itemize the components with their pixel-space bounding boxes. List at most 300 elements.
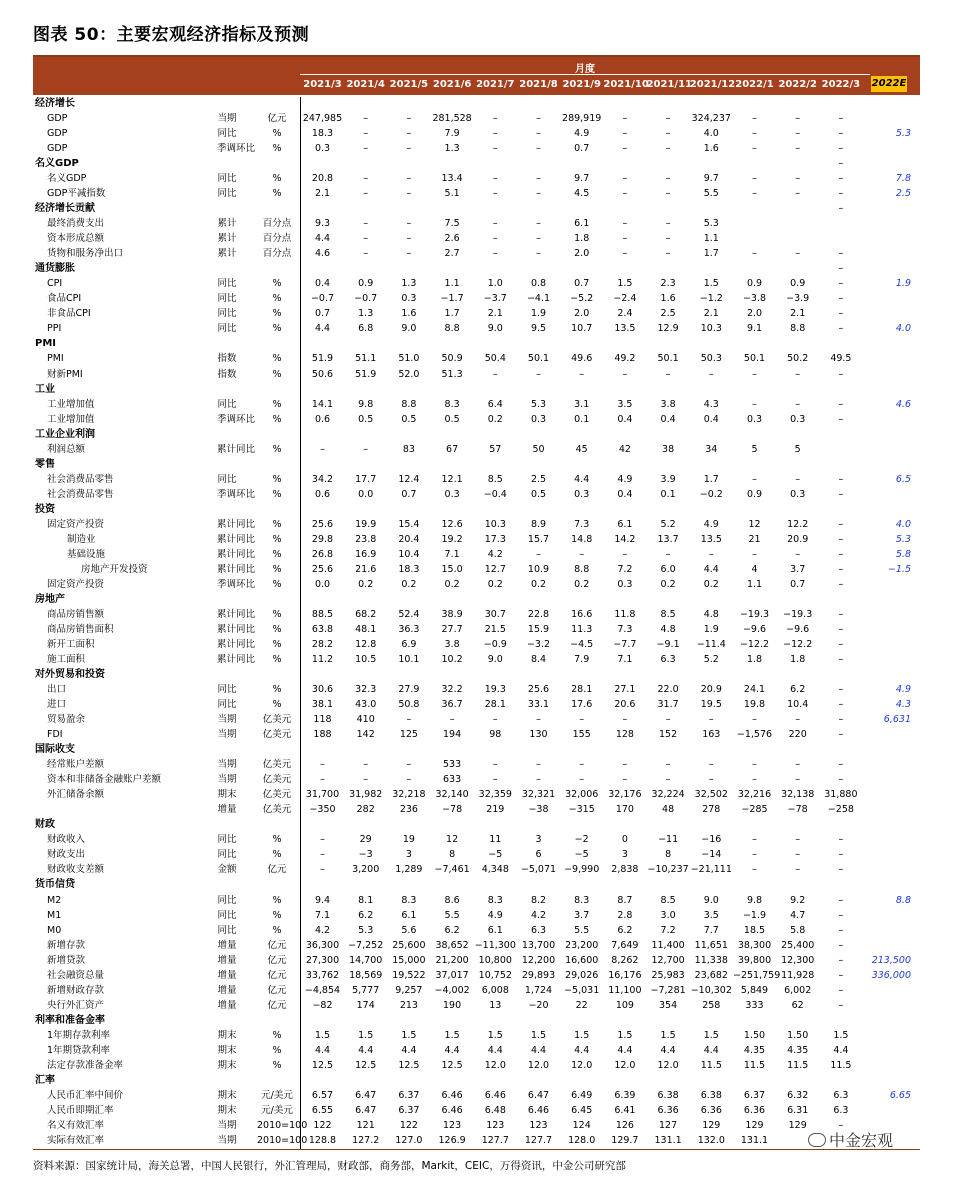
- measure-cell: 当期: [217, 774, 237, 786]
- indicator-name: 固定资产投资: [47, 578, 105, 590]
- value-cell: –: [665, 368, 671, 380]
- estimate-cell: 4.0: [895, 518, 911, 530]
- value-cell: 121: [356, 1119, 375, 1131]
- value-cell: −3.2: [526, 639, 551, 651]
- value-cell: –: [320, 849, 325, 861]
- table-row: [33, 773, 920, 787]
- value-cell: −12.2: [739, 639, 770, 651]
- unit-cell: 百分点: [262, 218, 292, 230]
- value-cell: –: [536, 759, 541, 771]
- value-cell: 22.0: [657, 684, 679, 696]
- value-cell: –: [795, 834, 801, 846]
- value-cell: −21,111: [690, 864, 732, 876]
- value-cell: 11.3: [571, 624, 593, 635]
- value-cell: –: [838, 729, 844, 741]
- value-cell: 6.8: [358, 323, 374, 335]
- measure-cell: 季调环比: [217, 488, 256, 500]
- value-cell: 3: [405, 849, 412, 861]
- value-cell: 1.1: [444, 278, 460, 290]
- value-cell: –: [536, 548, 541, 560]
- value-cell: 98: [489, 729, 502, 741]
- indicator-name: 新增财政存款: [47, 984, 105, 996]
- value-cell: –: [665, 759, 671, 771]
- value-cell: –: [838, 759, 844, 771]
- value-cell: –: [752, 774, 757, 786]
- value-cell: 63.8: [311, 624, 334, 635]
- estimate-cell: 5.8: [895, 548, 911, 560]
- period-header: 2022/2: [778, 79, 817, 90]
- section-label: 零售: [35, 458, 55, 470]
- value-cell: 1.6: [660, 293, 676, 305]
- table-row: [33, 803, 920, 817]
- value-cell: 213: [399, 999, 418, 1011]
- value-cell: −3.7: [483, 293, 507, 305]
- measure-cell: 季调环比: [217, 578, 256, 590]
- measure-cell: 同比: [217, 924, 237, 936]
- value-cell: –: [536, 188, 541, 200]
- value-cell: 7.5: [444, 218, 460, 230]
- unit-cell: 亿元: [267, 864, 287, 876]
- value-cell: 19.2: [441, 533, 463, 545]
- value-cell: 15,000: [392, 954, 426, 966]
- value-cell: 5,777: [352, 984, 380, 996]
- value-cell: 0.4: [314, 278, 331, 290]
- measure-cell: 累计同比: [217, 624, 256, 635]
- value-cell: 128.8: [308, 1134, 337, 1146]
- value-cell: 33,762: [305, 969, 340, 981]
- unit-cell: %: [272, 849, 282, 861]
- table-row: [33, 292, 920, 306]
- value-cell: 12.7: [484, 563, 506, 575]
- value-cell: –: [838, 263, 844, 275]
- value-cell: –: [363, 173, 369, 185]
- table-row: [33, 984, 920, 998]
- value-cell: –: [795, 143, 801, 155]
- value-cell: –: [363, 233, 369, 245]
- unit-cell: %: [272, 443, 282, 455]
- value-cell: 48.1: [355, 624, 377, 635]
- value-cell: −12.2: [783, 639, 813, 651]
- period-header: 2022/3: [821, 79, 861, 90]
- unit-cell: %: [272, 398, 282, 410]
- value-cell: 4.4: [314, 1044, 331, 1056]
- value-cell: –: [492, 714, 498, 726]
- value-cell: −19.3: [783, 608, 813, 620]
- value-cell: 0.4: [617, 488, 633, 500]
- unit-cell: 亿元: [267, 984, 287, 996]
- value-cell: 8: [449, 849, 456, 861]
- table-row: [33, 518, 920, 532]
- value-cell: 0.2: [358, 578, 374, 590]
- value-cell: 633: [443, 774, 462, 786]
- indicator-name: PMI: [47, 353, 64, 365]
- estimate-cell: 4.6: [895, 398, 911, 410]
- value-cell: 88.5: [311, 608, 334, 620]
- value-cell: 5.2: [703, 654, 719, 666]
- indicator-name: 财政收支差额: [47, 864, 105, 876]
- value-cell: 10.1: [398, 654, 420, 666]
- value-cell: 0.1: [574, 413, 590, 425]
- value-cell: 8.5: [660, 608, 676, 620]
- value-cell: 7.2: [660, 924, 676, 936]
- value-cell: 2.1: [487, 308, 503, 320]
- table-row: [33, 999, 920, 1013]
- value-cell: 21,200: [435, 954, 469, 966]
- value-cell: 4.3: [703, 398, 719, 410]
- value-cell: 49.5: [830, 353, 852, 365]
- macro-table: [33, 55, 920, 1150]
- value-cell: 23.8: [355, 533, 377, 545]
- value-cell: −258: [827, 804, 854, 816]
- unit-cell: %: [272, 473, 282, 485]
- value-cell: 17.6: [571, 699, 593, 711]
- value-cell: 11.2: [311, 654, 334, 666]
- value-cell: 12.5: [398, 1059, 420, 1071]
- indicator-name: 货物和服务净出口: [47, 248, 124, 260]
- indicator-name: 新开工面积: [47, 639, 95, 651]
- section-header: [33, 157, 920, 171]
- value-cell: –: [536, 233, 541, 245]
- value-cell: 6.2: [444, 924, 460, 936]
- value-cell: 4.4: [401, 1044, 417, 1056]
- value-cell: 10,800: [478, 954, 512, 966]
- table-row: [33, 939, 920, 953]
- value-cell: –: [406, 233, 412, 245]
- table-row: [33, 1134, 920, 1148]
- value-cell: 49.6: [571, 353, 593, 365]
- value-cell: 6.45: [571, 1104, 593, 1116]
- value-cell: 38.1: [311, 699, 334, 711]
- value-cell: 19.3: [484, 684, 506, 696]
- value-cell: 6.47: [355, 1089, 377, 1101]
- indicator-name: 财政支出: [47, 849, 86, 861]
- value-cell: 1.5: [617, 1029, 633, 1041]
- unit-cell: 2010=100: [257, 1119, 308, 1131]
- period-header: 2021/8: [519, 79, 558, 90]
- value-cell: 2.6: [444, 233, 460, 245]
- indicator-name: 施工面积: [47, 654, 86, 666]
- measure-cell: 指数: [217, 368, 237, 380]
- value-cell: −9.6: [742, 624, 767, 635]
- value-cell: 11.5: [830, 1059, 852, 1071]
- value-cell: 127.7: [524, 1134, 553, 1146]
- measure-cell: 累计同比: [217, 533, 256, 545]
- wechat-icon: [808, 1133, 826, 1147]
- value-cell: 12.0: [614, 1059, 636, 1071]
- section-label: 利率和准备金率: [35, 1014, 105, 1026]
- unit-cell: %: [272, 639, 282, 651]
- value-cell: 1.1: [746, 578, 763, 590]
- value-cell: –: [752, 398, 757, 410]
- table-row: [33, 909, 920, 923]
- value-cell: 0.2: [401, 578, 417, 590]
- estimate-cell: 5.3: [895, 128, 911, 140]
- value-cell: –: [320, 774, 325, 786]
- value-cell: 4.7: [790, 909, 806, 921]
- value-cell: 9.8: [358, 398, 374, 410]
- value-cell: 3.5: [703, 909, 719, 921]
- value-cell: 50.1: [657, 353, 679, 365]
- value-cell: 0.7: [574, 278, 590, 290]
- measure-cell: 季调环比: [217, 413, 256, 425]
- unit-cell: 亿元: [267, 969, 287, 981]
- value-cell: 12.0: [527, 1059, 550, 1071]
- value-cell: 333: [745, 999, 764, 1011]
- period-header: 2021/12: [689, 79, 736, 90]
- measure-cell: 当期: [217, 714, 237, 726]
- value-cell: –: [838, 774, 844, 786]
- measure-cell: 累计同比: [217, 608, 256, 620]
- value-cell: –: [838, 984, 844, 996]
- value-cell: 33.1: [527, 699, 550, 711]
- measure-cell: 当期: [217, 759, 237, 771]
- period-header: 2022/1: [735, 79, 774, 90]
- value-cell: 1.8: [574, 233, 590, 245]
- value-cell: 220: [788, 729, 807, 741]
- value-cell: –: [579, 548, 585, 560]
- value-cell: –: [363, 774, 369, 786]
- value-cell: 7.3: [617, 624, 633, 635]
- value-cell: –: [320, 759, 325, 771]
- indicator-name: 财政收入: [47, 834, 86, 846]
- value-cell: 20.4: [398, 533, 420, 545]
- value-cell: –: [838, 969, 844, 981]
- header-divider: [300, 74, 870, 75]
- value-cell: 0: [621, 834, 628, 846]
- value-cell: 0.2: [487, 413, 503, 425]
- value-cell: 6.46: [484, 1089, 506, 1101]
- value-cell: 188: [313, 729, 332, 741]
- value-cell: 124: [572, 1119, 591, 1131]
- section-label: 工业: [35, 383, 55, 395]
- value-cell: –: [536, 774, 541, 786]
- value-cell: 1.3: [444, 143, 460, 155]
- value-cell: 11.5: [700, 1059, 722, 1071]
- value-cell: −0.9: [483, 639, 507, 651]
- value-cell: 10.2: [441, 654, 463, 666]
- value-cell: –: [492, 143, 498, 155]
- value-cell: 7,649: [611, 939, 639, 951]
- value-cell: 11.8: [614, 608, 636, 620]
- value-cell: –: [536, 128, 541, 140]
- period-header: 2021/9: [562, 79, 601, 90]
- indicator-name: 出口: [47, 684, 67, 696]
- value-cell: 0.5: [401, 413, 417, 425]
- value-cell: –: [838, 834, 844, 846]
- value-cell: 1.5: [703, 278, 719, 290]
- value-cell: −19.3: [739, 608, 770, 620]
- value-cell: 2.0: [574, 308, 590, 320]
- value-cell: 12.0: [571, 1059, 593, 1071]
- value-cell: 23,682: [694, 969, 728, 981]
- value-cell: −2: [574, 834, 589, 846]
- value-cell: 8.3: [401, 894, 417, 906]
- table-row: [33, 488, 920, 502]
- value-cell: 1.5: [617, 278, 633, 290]
- value-cell: 1.5: [574, 1029, 590, 1041]
- measure-cell: 当期: [217, 1119, 237, 1131]
- indicator-name: 贸易盈余: [47, 714, 86, 726]
- value-cell: 50: [532, 443, 545, 455]
- value-cell: 50.9: [441, 353, 463, 365]
- indicator-name: 资本形成总额: [47, 233, 105, 245]
- value-cell: 4.4: [574, 1044, 590, 1056]
- unit-cell: %: [272, 188, 282, 200]
- value-cell: –: [838, 398, 844, 410]
- value-cell: 57: [489, 443, 502, 455]
- indicator-name: 最终消费支出: [47, 218, 105, 230]
- indicator-name: M0: [47, 924, 62, 936]
- value-cell: 1.1: [703, 233, 719, 245]
- month-label: 月度: [575, 64, 595, 75]
- section-header: [33, 503, 920, 517]
- table-row: [33, 969, 920, 983]
- value-cell: 32.2: [441, 684, 463, 696]
- value-cell: 6.38: [700, 1089, 722, 1101]
- value-cell: –: [838, 699, 844, 711]
- value-cell: 50.8: [398, 699, 420, 711]
- unit-cell: 亿美元: [262, 789, 292, 801]
- estimate-cell: 2.5: [895, 188, 911, 200]
- value-cell: 12.9: [657, 323, 679, 335]
- value-cell: 1.50: [743, 1029, 766, 1041]
- value-cell: 29,026: [565, 969, 599, 981]
- value-cell: 6.36: [743, 1104, 766, 1116]
- value-cell: 5.3: [703, 218, 719, 230]
- estimate-cell: 7.8: [895, 173, 911, 185]
- measure-cell: 增量: [217, 984, 237, 996]
- value-cell: –: [838, 158, 844, 170]
- measure-cell: 同比: [217, 909, 237, 921]
- value-cell: –: [838, 864, 844, 876]
- value-cell: 19.9: [355, 518, 377, 530]
- value-cell: 12.8: [355, 639, 377, 651]
- estimate-cell: 6,631: [883, 714, 911, 726]
- value-cell: 12.5: [355, 1059, 377, 1071]
- value-cell: 16.9: [355, 548, 377, 560]
- value-cell: –: [622, 714, 628, 726]
- value-cell: −1.7: [440, 293, 464, 305]
- value-cell: 8.5: [487, 473, 503, 485]
- value-cell: –: [665, 233, 671, 245]
- indicator-name: 新增贷款: [47, 954, 86, 966]
- value-cell: 6.3: [530, 924, 547, 936]
- value-cell: –: [320, 834, 325, 846]
- value-cell: 0.2: [703, 578, 719, 590]
- period-header: 2021/5: [389, 79, 429, 90]
- value-cell: 38: [662, 443, 675, 455]
- value-cell: 9.0: [487, 323, 503, 335]
- measure-cell: 同比: [217, 173, 237, 185]
- unit-cell: %: [272, 699, 282, 711]
- value-cell: 25,600: [392, 939, 426, 951]
- value-cell: 0.2: [487, 578, 503, 590]
- value-cell: –: [665, 218, 671, 230]
- estimate-cell: 8.8: [895, 894, 911, 906]
- value-cell: 129.7: [611, 1134, 639, 1146]
- section-header: [33, 593, 920, 607]
- value-cell: –: [752, 548, 757, 560]
- value-cell: –: [838, 278, 844, 290]
- value-cell: 12.6: [441, 518, 463, 530]
- value-cell: –: [363, 759, 369, 771]
- value-cell: 0.4: [660, 413, 676, 425]
- indicator-name: 名义GDP: [47, 173, 87, 185]
- table-row: [33, 924, 920, 938]
- value-cell: 6.2: [790, 684, 806, 696]
- value-cell: 6.46: [441, 1089, 463, 1101]
- value-cell: 130: [529, 729, 548, 741]
- value-cell: –: [838, 639, 844, 651]
- unit-cell: %: [272, 834, 282, 846]
- value-cell: −3.8: [742, 293, 767, 305]
- section-header: [33, 743, 920, 757]
- section-header: [33, 818, 920, 832]
- value-cell: 0.4: [703, 413, 719, 425]
- value-cell: 12: [748, 518, 761, 530]
- value-cell: 142: [356, 729, 375, 741]
- value-cell: 6.1: [574, 218, 590, 230]
- table-row: [33, 217, 920, 231]
- indicator-name: 人民币汇率中间价: [47, 1089, 124, 1101]
- value-cell: 0.9: [358, 278, 374, 290]
- section-header: [33, 202, 920, 216]
- value-cell: 29,893: [521, 969, 556, 981]
- section-header: [33, 1074, 920, 1088]
- value-cell: 11.5: [787, 1059, 809, 1071]
- value-cell: –: [752, 143, 757, 155]
- value-cell: 281,528: [432, 113, 472, 125]
- indicator-name: 经常账户差额: [47, 759, 105, 771]
- value-cell: –: [665, 774, 671, 786]
- table-row: [33, 623, 920, 637]
- value-cell: 4: [751, 563, 758, 575]
- value-cell: −14: [701, 849, 722, 861]
- value-cell: 38.9: [441, 608, 463, 620]
- value-cell: 23,200: [565, 939, 599, 951]
- value-cell: 4.4: [617, 1044, 633, 1056]
- value-cell: –: [752, 173, 757, 185]
- value-cell: 9,257: [395, 984, 423, 996]
- value-cell: 6.2: [358, 909, 374, 921]
- value-cell: –: [536, 248, 541, 260]
- value-cell: 4.2: [314, 924, 331, 936]
- measure-cell: 期末: [217, 1029, 237, 1041]
- value-cell: 324,237: [691, 113, 731, 125]
- value-cell: 3.0: [660, 909, 676, 921]
- value-cell: 62: [791, 999, 804, 1011]
- table-row: [33, 638, 920, 652]
- value-cell: –: [406, 188, 412, 200]
- value-cell: −10,237: [647, 864, 689, 876]
- value-cell: 5.8: [790, 924, 806, 936]
- estimate-cell: 336,000: [871, 969, 911, 981]
- value-cell: 9.0: [703, 894, 719, 906]
- measure-cell: 同比: [217, 128, 237, 140]
- table-row: [33, 232, 920, 246]
- measure-cell: 同比: [217, 308, 237, 320]
- measure-cell: 同比: [217, 834, 237, 846]
- value-cell: –: [406, 714, 412, 726]
- measure-cell: 同比: [217, 473, 237, 485]
- value-cell: 0.8: [530, 278, 547, 290]
- value-cell: –: [492, 113, 498, 125]
- value-cell: 31,880: [824, 789, 858, 801]
- value-cell: –: [838, 323, 844, 335]
- table-row: [33, 698, 920, 712]
- value-cell: −3: [358, 849, 373, 861]
- value-cell: 8.8: [790, 323, 806, 335]
